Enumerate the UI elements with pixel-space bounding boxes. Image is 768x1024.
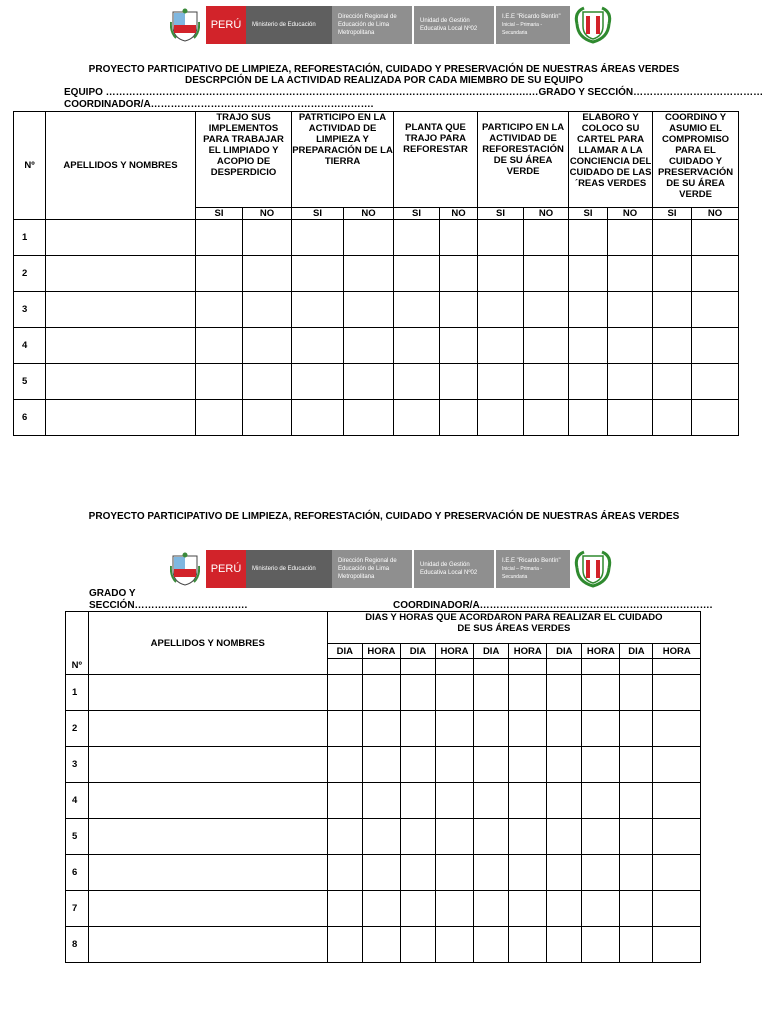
col-header-hora: HORA [582, 644, 620, 659]
day-cell[interactable] [327, 855, 362, 891]
check-cell[interactable] [243, 292, 292, 328]
table-row [66, 747, 701, 783]
form2-coordinador-line: COORDINADOR/A……………………………………………………………. [393, 600, 713, 611]
check-cell[interactable] [243, 364, 292, 400]
col-header-names: APELLIDOS Y NOMBRES [46, 112, 196, 220]
check-cell[interactable] [524, 364, 569, 400]
hour-cell[interactable] [362, 747, 400, 783]
peru-coat-of-arms-icon [168, 550, 202, 588]
name-cell[interactable] [46, 400, 196, 436]
row-number: 8 [66, 927, 89, 963]
schedule-table [65, 611, 701, 963]
row-number: 6 [14, 400, 46, 436]
check-cell[interactable] [440, 328, 478, 364]
check-cell[interactable] [608, 364, 653, 400]
check-cell[interactable] [394, 328, 440, 364]
check-cell[interactable] [569, 400, 608, 436]
check-cell[interactable] [344, 328, 394, 364]
check-cell[interactable] [692, 292, 739, 328]
day-cell[interactable] [547, 783, 582, 819]
check-cell[interactable] [692, 256, 739, 292]
day-cell[interactable] [400, 747, 435, 783]
hour-cell[interactable] [509, 855, 547, 891]
check-cell[interactable] [344, 256, 394, 292]
table-row [14, 400, 739, 436]
name-cell[interactable] [88, 747, 327, 783]
check-cell[interactable] [440, 220, 478, 256]
table-row [14, 292, 739, 328]
hour-cell[interactable] [435, 659, 473, 675]
name-cell[interactable] [46, 328, 196, 364]
check-cell[interactable] [524, 220, 569, 256]
check-cell[interactable] [569, 220, 608, 256]
table-row [14, 220, 739, 256]
day-cell[interactable] [547, 675, 582, 711]
name-cell[interactable] [88, 783, 327, 819]
col-header-no: NO [524, 208, 569, 220]
hour-cell[interactable] [509, 659, 547, 675]
table-row [66, 711, 701, 747]
check-cell[interactable] [344, 400, 394, 436]
check-cell[interactable] [292, 400, 344, 436]
hour-cell[interactable] [362, 675, 400, 711]
hour-cell[interactable] [653, 819, 701, 855]
hour-cell[interactable] [582, 855, 620, 891]
name-cell[interactable] [88, 711, 327, 747]
row-number: 7 [66, 891, 89, 927]
col-header-si: SI [292, 208, 344, 220]
day-cell[interactable] [474, 747, 509, 783]
check-cell[interactable] [243, 328, 292, 364]
row-number: 3 [66, 747, 89, 783]
check-cell[interactable] [196, 220, 243, 256]
hour-cell[interactable] [362, 659, 400, 675]
hour-cell[interactable] [509, 927, 547, 963]
day-cell[interactable] [327, 747, 362, 783]
day-cell[interactable] [327, 659, 362, 675]
col-header-no: NO [608, 208, 653, 220]
col-header-activity: TRAJO SUS IMPLEMENTOS PARA TRABAJAR EL LIMPIADO Y ACOPIO DE DESPERDICIO [196, 112, 292, 208]
hour-cell[interactable] [653, 747, 701, 783]
ugel-label: Unidad de Gestión Educativa Local Nº02 [414, 6, 494, 44]
row-number: 1 [66, 675, 89, 711]
ministry-label: Ministerio de Educación [246, 6, 332, 44]
col-header-activity: COORDINO Y ASUMIO EL COMPROMISO PARA EL CUIDADO Y PRESERVACIÓN DE SU ÁREA VERDE [653, 112, 739, 208]
hour-cell[interactable] [582, 659, 620, 675]
check-cell[interactable] [394, 292, 440, 328]
check-cell[interactable] [394, 400, 440, 436]
col-header-hora: HORA [435, 644, 473, 659]
peru-brand: PERÚ [206, 6, 246, 44]
col-header-hora: HORA [509, 644, 547, 659]
day-cell[interactable] [474, 855, 509, 891]
ugel-label: Unidad de Gestión Educativa Local Nº02 [414, 550, 494, 588]
check-cell[interactable] [692, 328, 739, 364]
check-cell[interactable] [344, 292, 394, 328]
name-cell[interactable] [88, 927, 327, 963]
hour-cell[interactable] [362, 855, 400, 891]
col-header-si: SI [394, 208, 440, 220]
check-cell[interactable] [692, 400, 739, 436]
check-cell[interactable] [394, 220, 440, 256]
hour-cell[interactable] [653, 927, 701, 963]
check-cell[interactable] [243, 400, 292, 436]
col-header-activity: PARTICIPO EN LA ACTIVIDAD DE REFORESTACIÓN DE SU ÁREA VERDE [478, 112, 569, 208]
name-cell[interactable] [46, 220, 196, 256]
table-row [14, 256, 739, 292]
day-cell[interactable] [327, 783, 362, 819]
hour-cell[interactable] [653, 659, 701, 675]
col-header-no: NO [692, 208, 739, 220]
row-number: 1 [14, 220, 46, 256]
check-cell[interactable] [653, 256, 692, 292]
day-cell[interactable] [620, 819, 653, 855]
day-cell[interactable] [400, 675, 435, 711]
hour-cell[interactable] [435, 819, 473, 855]
check-cell[interactable] [243, 220, 292, 256]
table-row [14, 328, 739, 364]
form1-title: PROYECTO PARTICIPATIVO DE LIMPIEZA, REFORESTACIÓN, CUIDADO Y PRESERVACIÓN DE NUESTRAS ÁREAS VERDES [88, 64, 680, 75]
row-number: 5 [66, 819, 89, 855]
hour-cell[interactable] [653, 891, 701, 927]
check-cell[interactable] [569, 292, 608, 328]
check-cell[interactable] [478, 400, 524, 436]
col-header-activity: PATRTICIPO EN LA ACTIVIDAD DE LIMPIEZA Y PREPARACIÓN DE LA TIERRA [292, 112, 394, 208]
day-cell[interactable] [547, 891, 582, 927]
hour-cell[interactable] [362, 891, 400, 927]
check-cell[interactable] [524, 292, 569, 328]
name-cell[interactable] [88, 819, 327, 855]
check-cell[interactable] [243, 256, 292, 292]
day-cell[interactable] [474, 711, 509, 747]
school-shield-icon [572, 550, 614, 588]
institution-header-top [168, 6, 614, 44]
hour-cell[interactable] [582, 783, 620, 819]
day-cell[interactable] [620, 927, 653, 963]
hour-cell[interactable] [435, 675, 473, 711]
col-header-no: NO [440, 208, 478, 220]
col-header-si: SI [653, 208, 692, 220]
check-cell[interactable] [569, 256, 608, 292]
hour-cell[interactable] [653, 675, 701, 711]
hour-cell[interactable] [509, 891, 547, 927]
name-cell[interactable] [88, 675, 327, 711]
check-cell[interactable] [440, 364, 478, 400]
check-cell[interactable] [478, 220, 524, 256]
col-header-dia: DIA [327, 644, 362, 659]
school-label: I.E.E "Ricardo Bentín" Inicial – Primaria - Secundaria [496, 550, 570, 588]
row-number: 4 [66, 783, 89, 819]
check-cell[interactable] [608, 256, 653, 292]
row-number: 5 [14, 364, 46, 400]
hour-cell[interactable] [653, 711, 701, 747]
table-row [66, 927, 701, 963]
check-cell[interactable] [653, 292, 692, 328]
check-cell[interactable] [478, 256, 524, 292]
hour-cell[interactable] [362, 927, 400, 963]
day-cell[interactable] [400, 659, 435, 675]
table-row [66, 891, 701, 927]
col-header-si: SI [478, 208, 524, 220]
col-header-activity: PLANTA QUE TRAJO PARA REFORESTAR [394, 112, 478, 208]
day-cell[interactable] [327, 819, 362, 855]
form2-seccion-line: SECCIÓN……………………………. [89, 600, 248, 611]
col-header-dia: DIA [474, 644, 509, 659]
day-cell[interactable] [620, 783, 653, 819]
col-header-schedule: DIAS Y HORAS QUE ACORDARON PARA REALIZAR EL CUIDADO DE SUS ÁREAS VERDES [327, 612, 700, 644]
day-cell[interactable] [620, 891, 653, 927]
check-cell[interactable] [196, 256, 243, 292]
row-number: 2 [66, 711, 89, 747]
school-label: I.E.E "Ricardo Bentín" Inicial – Primaria - Secundaria [496, 6, 570, 44]
col-header-dia: DIA [620, 644, 653, 659]
dre-label: Dirección Regional de Educación de Lima Metropolitana [332, 550, 412, 588]
col-header-no: NO [243, 208, 292, 220]
day-cell[interactable] [327, 675, 362, 711]
day-cell[interactable] [547, 855, 582, 891]
dre-label: Dirección Regional de Educación de Lima Metropolitana [332, 6, 412, 44]
day-cell[interactable] [474, 927, 509, 963]
col-header-names: APELLIDOS Y NOMBRES [88, 612, 327, 675]
hour-cell[interactable] [509, 783, 547, 819]
check-cell[interactable] [653, 220, 692, 256]
day-cell[interactable] [547, 819, 582, 855]
day-cell[interactable] [547, 927, 582, 963]
check-cell[interactable] [524, 256, 569, 292]
day-cell[interactable] [620, 747, 653, 783]
check-cell[interactable] [394, 364, 440, 400]
name-cell[interactable] [88, 891, 327, 927]
check-cell[interactable] [440, 256, 478, 292]
col-header-number: Nº [66, 612, 89, 675]
hour-cell[interactable] [435, 747, 473, 783]
day-cell[interactable] [620, 711, 653, 747]
day-cell[interactable] [474, 819, 509, 855]
check-cell[interactable] [524, 328, 569, 364]
check-cell[interactable] [292, 292, 344, 328]
check-cell[interactable] [196, 328, 243, 364]
row-number: 2 [14, 256, 46, 292]
col-header-activity: ELABORO Y COLOCO SU CARTEL PARA LLAMAR A LA CONCIENCIA DEL CUIDADO DE LAS ´REAS VERDES [569, 112, 653, 208]
check-cell[interactable] [608, 292, 653, 328]
check-cell[interactable] [292, 364, 344, 400]
hour-cell[interactable] [435, 855, 473, 891]
hour-cell[interactable] [509, 747, 547, 783]
col-header-number: Nº [14, 112, 46, 220]
day-cell[interactable] [474, 675, 509, 711]
col-header-hora: HORA [362, 644, 400, 659]
col-header-si: SI [196, 208, 243, 220]
form2-grado-label: GRADO Y [89, 588, 136, 599]
check-cell[interactable] [692, 220, 739, 256]
check-cell[interactable] [653, 400, 692, 436]
col-header-hora: HORA [653, 644, 701, 659]
hour-cell[interactable] [362, 819, 400, 855]
hour-cell[interactable] [509, 711, 547, 747]
hour-cell[interactable] [435, 711, 473, 747]
check-cell[interactable] [608, 400, 653, 436]
name-cell[interactable] [46, 364, 196, 400]
check-cell[interactable] [394, 256, 440, 292]
ministry-label: Ministerio de Educación [246, 550, 332, 588]
hour-cell[interactable] [362, 783, 400, 819]
form1-equipo-line: EQUIPO ……………………………………………………………………………………………………………….…GRADO Y SECCIÓN………………………………… [64, 87, 764, 98]
check-cell[interactable] [196, 292, 243, 328]
day-cell[interactable] [474, 891, 509, 927]
check-cell[interactable] [653, 328, 692, 364]
check-cell[interactable] [608, 328, 653, 364]
table-row [14, 364, 739, 400]
institution-header-bottom [168, 550, 614, 588]
hour-cell[interactable] [362, 711, 400, 747]
day-cell[interactable] [327, 891, 362, 927]
hour-cell[interactable] [435, 783, 473, 819]
day-cell[interactable] [327, 927, 362, 963]
check-cell[interactable] [292, 220, 344, 256]
check-cell[interactable] [196, 400, 243, 436]
hour-cell[interactable] [435, 891, 473, 927]
check-cell[interactable] [524, 400, 569, 436]
day-cell[interactable] [400, 783, 435, 819]
check-cell[interactable] [440, 400, 478, 436]
table-row [66, 855, 701, 891]
check-cell[interactable] [440, 292, 478, 328]
check-cell[interactable] [344, 220, 394, 256]
hour-cell[interactable] [582, 891, 620, 927]
school-shield-icon [572, 6, 614, 44]
day-cell[interactable] [547, 747, 582, 783]
hour-cell[interactable] [653, 783, 701, 819]
row-number: 6 [66, 855, 89, 891]
day-cell[interactable] [400, 855, 435, 891]
table-row [66, 819, 701, 855]
day-cell[interactable] [547, 659, 582, 675]
check-cell[interactable] [478, 364, 524, 400]
hour-cell[interactable] [435, 927, 473, 963]
day-cell[interactable] [400, 927, 435, 963]
table-row [66, 783, 701, 819]
check-cell[interactable] [344, 364, 394, 400]
day-cell[interactable] [400, 891, 435, 927]
col-header-si: SI [569, 208, 608, 220]
form2-title: PROYECTO PARTICIPATIVO DE LIMPIEZA, REFORESTACIÓN, CUIDADO Y PRESERVACIÓN DE NUESTRAS ÁREAS VERDES [88, 511, 680, 522]
day-cell[interactable] [474, 659, 509, 675]
check-cell[interactable] [292, 328, 344, 364]
col-header-no: NO [344, 208, 394, 220]
day-cell[interactable] [620, 659, 653, 675]
check-cell[interactable] [692, 364, 739, 400]
table-row [66, 675, 701, 711]
form1-subtitle: DESCRPCIÓN DE LA ACTIVIDAD REALIZADA POR CADA MIEMBRO DE SU EQUIPO [185, 75, 583, 86]
day-cell[interactable] [400, 819, 435, 855]
col-header-dia: DIA [400, 644, 435, 659]
name-cell[interactable] [88, 855, 327, 891]
row-number: 3 [14, 292, 46, 328]
check-cell[interactable] [653, 364, 692, 400]
hour-cell[interactable] [653, 855, 701, 891]
check-cell[interactable] [569, 364, 608, 400]
check-cell[interactable] [292, 256, 344, 292]
hour-cell[interactable] [582, 675, 620, 711]
hour-cell[interactable] [582, 711, 620, 747]
hour-cell[interactable] [582, 927, 620, 963]
name-cell[interactable] [46, 292, 196, 328]
hour-cell[interactable] [509, 675, 547, 711]
hour-cell[interactable] [582, 747, 620, 783]
form1-coordinador-line: COORDINADOR/A…………………………………………………………. [64, 99, 374, 110]
check-cell[interactable] [569, 328, 608, 364]
peru-brand: PERÚ [206, 550, 246, 588]
day-cell[interactable] [620, 675, 653, 711]
day-cell[interactable] [620, 855, 653, 891]
name-cell[interactable] [46, 256, 196, 292]
col-header-dia: DIA [547, 644, 582, 659]
peru-coat-of-arms-icon [168, 6, 202, 44]
row-number: 4 [14, 328, 46, 364]
check-cell[interactable] [608, 220, 653, 256]
day-cell[interactable] [474, 783, 509, 819]
check-cell[interactable] [478, 292, 524, 328]
day-cell[interactable] [327, 711, 362, 747]
day-cell[interactable] [547, 711, 582, 747]
check-cell[interactable] [478, 328, 524, 364]
activity-table [13, 111, 739, 436]
check-cell[interactable] [196, 364, 243, 400]
day-cell[interactable] [400, 711, 435, 747]
hour-cell[interactable] [582, 819, 620, 855]
hour-cell[interactable] [509, 819, 547, 855]
